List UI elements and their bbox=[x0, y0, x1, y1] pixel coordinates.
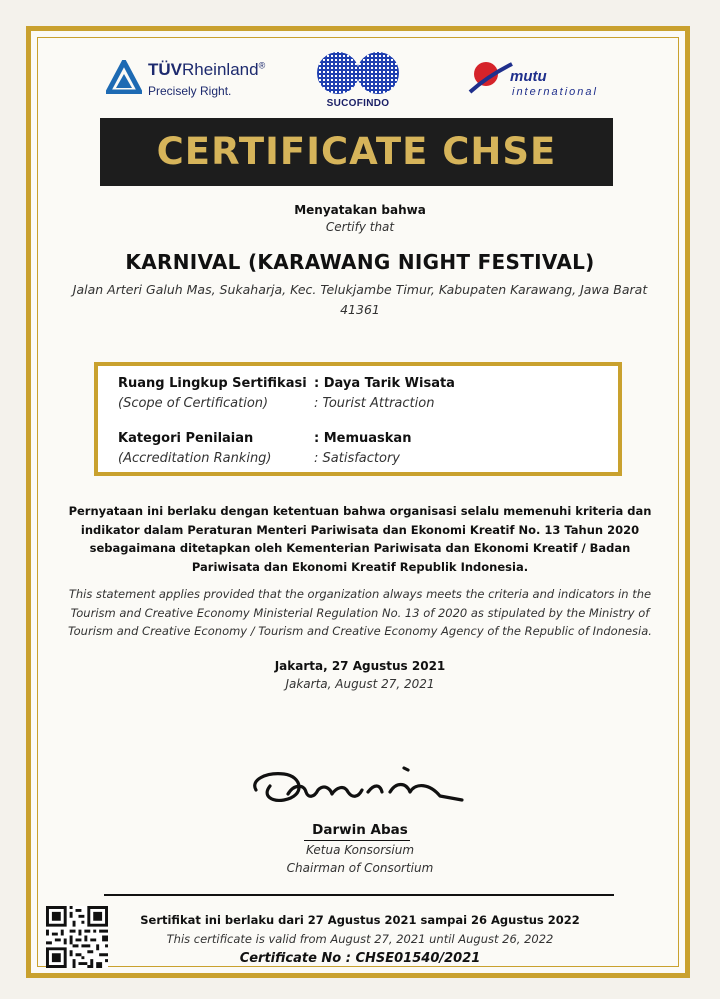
sucofindo-name: SUCOFINDO bbox=[326, 98, 390, 109]
signatory-underline bbox=[304, 840, 410, 841]
handwritten-signature bbox=[244, 758, 472, 810]
tuv-tagline: Precisely Right. bbox=[148, 84, 232, 98]
declare-text-en: Certify that bbox=[325, 220, 395, 234]
signatory-title-id: Ketua Konsorsium bbox=[305, 843, 415, 857]
title-banner bbox=[100, 118, 613, 186]
scope-value-en: : Tourist Attraction bbox=[314, 396, 435, 411]
sucofindo-logo bbox=[306, 50, 410, 112]
organization-address: Jalan Arteri Galuh Mas, Sukaharja, Kec. Telukjambe Timur, Kabupaten Karawang, Jawa Barat 41361 bbox=[72, 282, 648, 317]
certificate-number: Certificate No : CHSE01540/2021 bbox=[239, 951, 481, 966]
footer-divider bbox=[104, 894, 614, 896]
category-label-id: Kategori Penilaian bbox=[118, 431, 254, 446]
date-en: Jakarta, August 27, 2021 bbox=[285, 677, 435, 691]
mutu-international-logo bbox=[468, 56, 618, 106]
validity-id: Sertifikat ini berlaku dari 27 Agustus 2021 sampai 26 Agustus 2022 bbox=[140, 913, 580, 927]
tuv-name: TÜVRheinland® bbox=[148, 60, 266, 79]
mutu-subname: international bbox=[512, 86, 598, 98]
scope-value-id: : Daya Tarik Wisata bbox=[314, 376, 455, 391]
tuv-rheinland-logo bbox=[106, 58, 296, 104]
mutu-swoosh-icon bbox=[468, 56, 514, 102]
scope-box bbox=[94, 362, 622, 476]
scope-label-en: (Scope of Certification) bbox=[118, 396, 269, 411]
date-id: Jakarta, 27 Agustus 2021 bbox=[274, 659, 446, 673]
statement-id: Pernyataan ini berlaku dengan ketentuan bahwa organisasi selalu memenuhi kriteria dan indikator dalam Peraturan Menteri Pariwisata dan Ekonomi Kreatif No. 13 Tahun 2020 sebagaimana ditetapkan oleh Kementerian Pariwisata dan Ekonomi Kreatif / Badan Pariwisata dan Ekonomi Kreatif Republik Indonesia. bbox=[68, 504, 652, 574]
mutu-name: mutu bbox=[510, 68, 547, 85]
category-value-id: : Memuaskan bbox=[314, 431, 412, 446]
validity-en: This certificate is valid from August 27, 2021 until August 26, 2022 bbox=[166, 932, 554, 946]
qr-code-icon bbox=[46, 906, 108, 968]
certificate-title: CERTIFICATE CHSE bbox=[156, 130, 557, 173]
category-label-en: (Accreditation Ranking) bbox=[118, 451, 272, 466]
signatory-name: Darwin Abas bbox=[312, 822, 408, 838]
statement-en: This statement applies provided that the organization always meets the criteria and indicators in the Tourism and Creative Economy Ministerial Regulation No. 13 of 2020 as stipulated by the Ministry of Tourism and Creative Economy / Tourism and Creative Economy Agency of the Republic of Indonesia. bbox=[68, 587, 652, 638]
sucofindo-globes-icon bbox=[306, 50, 410, 96]
tuv-triangle-icon bbox=[106, 60, 142, 94]
category-value-en: : Satisfactory bbox=[314, 451, 400, 466]
organization-name: KARNIVAL (KARAWANG NIGHT FESTIVAL) bbox=[125, 250, 595, 274]
scope-label-id: Ruang Lingkup Sertifikasi bbox=[118, 376, 307, 391]
declare-text-id: Menyatakan bahwa bbox=[294, 203, 426, 217]
signatory-title-en: Chairman of Consortium bbox=[286, 861, 434, 875]
